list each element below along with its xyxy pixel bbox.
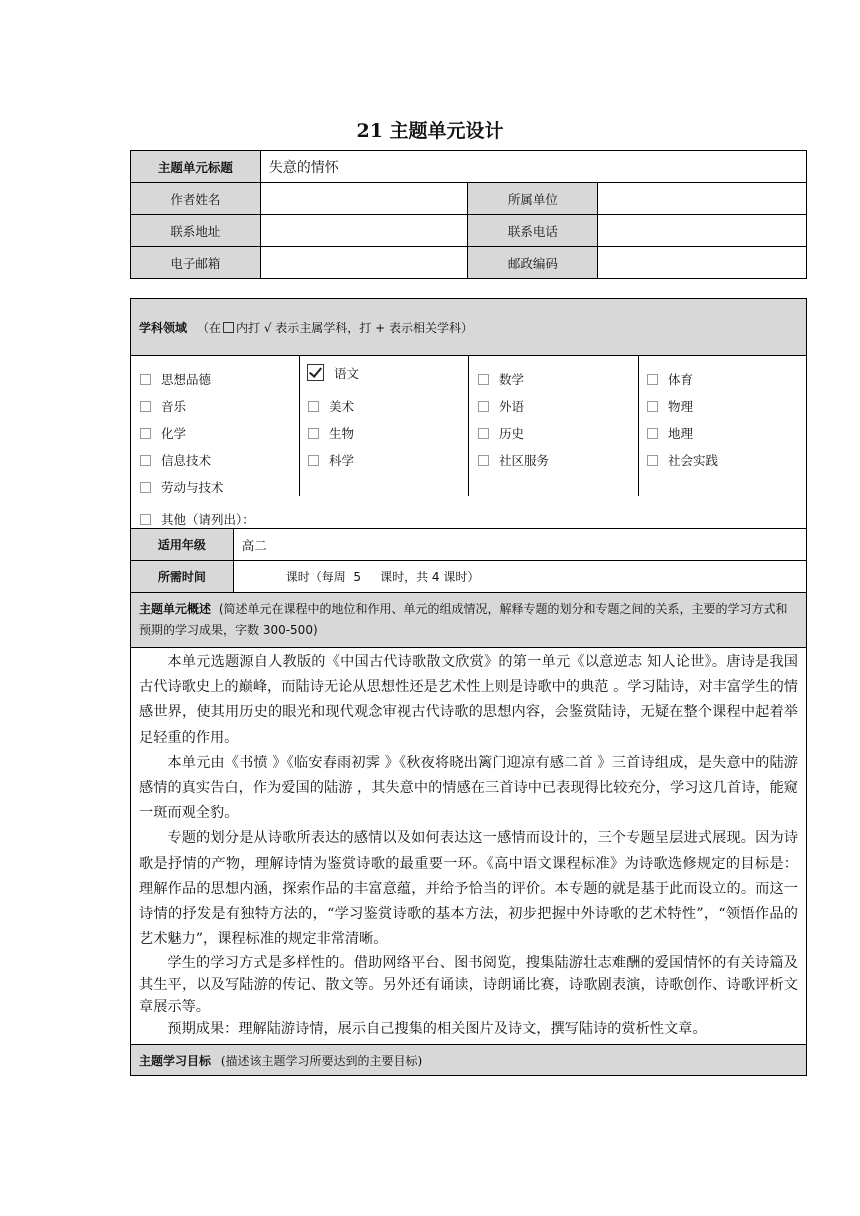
subject-item[interactable]: 物理 bbox=[647, 397, 693, 415]
column-divider bbox=[299, 356, 300, 496]
author-value[interactable] bbox=[260, 183, 468, 215]
subject-item[interactable]: 数学 bbox=[478, 370, 524, 388]
author-label: 作者姓名 bbox=[131, 183, 261, 215]
subject-area-label: 学科领域 bbox=[139, 320, 188, 335]
overview-header bbox=[131, 593, 807, 648]
checked-checkbox-icon[interactable] bbox=[307, 364, 324, 381]
subject-item[interactable]: 音乐 bbox=[140, 397, 186, 415]
org-value[interactable] bbox=[598, 183, 807, 215]
goals-label: 主题学习目标 bbox=[139, 1053, 212, 1068]
subject-area-header bbox=[131, 299, 807, 356]
subject-item[interactable]: 体育 bbox=[647, 370, 693, 388]
overview-paragraph: 学生的学习方式是多样性的。借助网络平台、图书阅览，搜集陆游壮志难酬的爱国情怀的有关诗篇及其生平，以及写陆游的传记、散文等。另外还有诵读，诗朗诵比赛，诗歌剧表演，诗歌创作、诗歌评析文章展示等。 bbox=[139, 955, 798, 1016]
time-value[interactable]: 课时（每周 5 课时，共 4 课时） bbox=[233, 561, 806, 593]
zip-value[interactable] bbox=[598, 247, 807, 279]
checkbox-icon[interactable] bbox=[647, 455, 658, 466]
subject-other[interactable]: 其他（请列出）： bbox=[140, 510, 255, 528]
overview-paragraph: 预期成果：理解陆游诗情，展示自己搜集的相关图片及诗文，撰写陆诗的赏析性文章。 bbox=[167, 1021, 707, 1038]
zip-label: 邮政编码 bbox=[468, 247, 598, 279]
unit-title-value[interactable]: 失意的情怀 bbox=[260, 151, 806, 183]
overview-content[interactable] bbox=[131, 648, 807, 1045]
subject-item[interactable]: 科学 bbox=[308, 451, 354, 469]
subject-item[interactable]: 美术 bbox=[308, 397, 354, 415]
phone-label: 联系电话 bbox=[468, 215, 598, 247]
subject-item[interactable]: 化学 bbox=[140, 424, 186, 442]
checkbox-icon[interactable] bbox=[308, 401, 319, 412]
checkbox-icon bbox=[223, 322, 234, 333]
checkbox-icon[interactable] bbox=[478, 374, 489, 385]
checkbox-icon[interactable] bbox=[647, 428, 658, 439]
checkbox-icon[interactable] bbox=[478, 428, 489, 439]
column-divider bbox=[468, 356, 469, 496]
subject-area-note: （在 内打 √ 表示主属学科，打 + 表示相关学科） bbox=[197, 320, 473, 335]
checkbox-icon[interactable] bbox=[140, 374, 151, 385]
unit-design-table bbox=[130, 298, 807, 1076]
overview-note: (简述单元在课程中的地位和作用、单元的组成情况，解释专题的划分和专题之间的关系，主要的学习方式和预期的学习成果，字数 300-500) bbox=[139, 602, 788, 637]
address-value[interactable] bbox=[260, 215, 468, 247]
checkbox-icon[interactable] bbox=[308, 428, 319, 439]
email-label: 电子邮箱 bbox=[131, 247, 261, 279]
checkbox-icon[interactable] bbox=[140, 428, 151, 439]
phone-value[interactable] bbox=[598, 215, 807, 247]
subject-grid bbox=[131, 356, 807, 529]
checkbox-icon[interactable] bbox=[140, 455, 151, 466]
unit-title-label: 主题单元标题 bbox=[131, 151, 261, 183]
subject-item[interactable]: 外语 bbox=[478, 397, 524, 415]
checkbox-icon[interactable] bbox=[308, 455, 319, 466]
overview-paragraph: 专题的划分是从诗歌所表达的感情以及如何表达这一感情而设计的，三个专题呈层进式展现。因为诗歌是抒情的产物，理解诗情为鉴赏诗歌的最重要一环。《高中语文课程标准》为诗歌选修规定的目标是：理解作品的思想内涵，探索作品的丰富意蕴，并给予恰当的评价。本专题的就是基于此而设立的。而这一诗情的抒发是有独特方法的，“学习鉴赏诗歌的基本方法，初步把握中外诗歌的艺术特性”，“领悟作品的艺术魅力”，课程标准的规定非常清晰。 bbox=[139, 830, 798, 948]
subject-item[interactable]: 劳动与技术 bbox=[140, 478, 224, 496]
address-label: 联系地址 bbox=[131, 215, 261, 247]
document-title: 21 主题单元设计 bbox=[356, 120, 504, 142]
overview-label: 主题单元概述 bbox=[139, 602, 212, 616]
checkbox-icon[interactable] bbox=[140, 514, 151, 525]
grade-label: 适用年级 bbox=[131, 529, 234, 561]
email-value[interactable] bbox=[260, 247, 468, 279]
overview-paragraph: 本单元选题源自人教版的《中国古代诗歌散文欣赏》的第一单元《以意逆志 知人论世》。唐诗是我国古代诗歌史上的巅峰，而陆诗无论从思想性还是艺术性上则是诗歌中的典范 。学习陆诗，对丰富学生的情感世界，使其用历史的眼光和现代观念审视古代诗歌的思想内容，会鉴赏陆诗，无疑在整个课程中起着举足轻重的作用。 bbox=[139, 654, 798, 746]
goals-note: (描述该主题学习所要达到的主要目标) bbox=[220, 1053, 423, 1068]
checkbox-icon[interactable] bbox=[478, 401, 489, 412]
goals-header bbox=[131, 1045, 807, 1076]
time-label: 所需时间 bbox=[131, 561, 234, 593]
checkbox-icon[interactable] bbox=[140, 401, 151, 412]
checkbox-icon[interactable] bbox=[140, 482, 151, 493]
checkbox-icon[interactable] bbox=[478, 455, 489, 466]
subject-item[interactable]: 历史 bbox=[478, 424, 524, 442]
checkbox-icon[interactable] bbox=[647, 374, 658, 385]
subject-item[interactable]: 思想品德 bbox=[140, 370, 211, 388]
checkbox-icon[interactable] bbox=[647, 401, 658, 412]
column-divider bbox=[638, 356, 639, 496]
info-table bbox=[130, 150, 807, 279]
grade-value[interactable]: 高二 bbox=[233, 529, 806, 561]
subject-item[interactable]: 社区服务 bbox=[478, 451, 549, 469]
overview-paragraph: 本单元由《书愤 》《临安春雨初霁 》《秋夜将晓出篱门迎凉有感二首 》三首诗组成，是失意中的陆游感情的真实告白，作为爱国的陆游 ，其失意中的情感在三首诗中已表现得比较充分，学习这几首诗，能窥一斑而观全豹。 bbox=[139, 754, 798, 822]
subject-item[interactable]: 语文 bbox=[307, 364, 359, 382]
subject-item[interactable]: 生物 bbox=[308, 424, 354, 442]
subject-item[interactable]: 地理 bbox=[647, 424, 693, 442]
subject-item[interactable]: 社会实践 bbox=[647, 451, 718, 469]
org-label: 所属单位 bbox=[468, 183, 598, 215]
subject-item[interactable]: 信息技术 bbox=[140, 451, 211, 469]
